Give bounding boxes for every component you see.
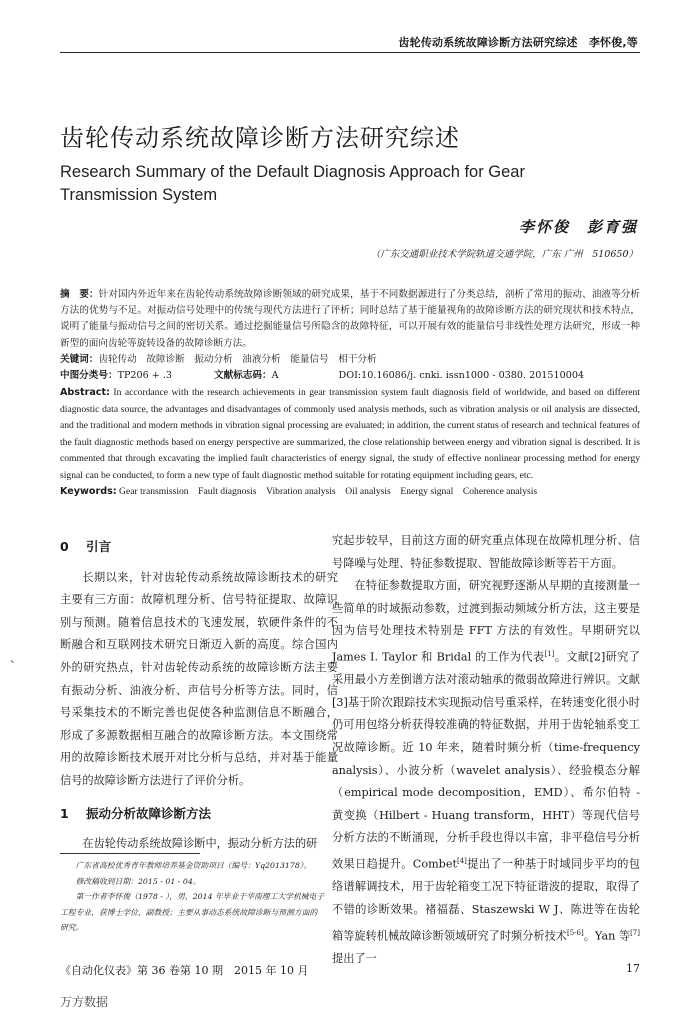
abstract-en-text: In accordance with the research achievements in gear transmission system fault diagnosis field of worldwide, and based on different diagnostic data source, the advantages and disadvantages of commonly used analysis methods, such as vibration analysis or oil analysis are dissected, and the traditional and modern methods in vibration signal processing are evaluated; in addition, the current status of research and technical features of the fault diagnostic methods based on energy perspective are summarized, the close relationship between energy and vibration signal is described. It is commented that through excavating the implied fault characteristics of energy signal, the study of effective nonlinear processing method for energy signal can be conducted, to form a new type of fault diagnostic method suitable for rotating equipment including gears, etc. (60, 387, 641, 481)
left-column (60, 530, 338, 856)
keywords-cn (60, 352, 640, 368)
margin-mark: 、 (10, 651, 23, 665)
para2-part-d: 。Yan 等 (583, 929, 631, 943)
affiliation: （广东交通职业技术学院轨道交通学院，广东 广州 510650） (370, 249, 638, 260)
intro-paragraph: 长期以来，针对齿轮传动系统故障诊断技术的研究主要有三方面：故障机理分析、信号特征提取、故障识别与预测。随着信息技术的飞速发展，软硬件条件的不断融合和互联网技术研究日渐迈入新的高度。综合国内外的研究热点，针对齿轮传动系统的故障诊断方法主要有振动分析、油液分析、声信号分析等方法。同时，信号采集技术的不断完善也促使各种监测信息不断融合，形成了多源数据相互融合的故障诊断方法。本文围绕常用的故障诊断技术展开对比分析与总结，并对基于能量信号的故障诊断方法进行了评价分析。 (60, 570, 338, 787)
doi: DOI:10.16086/j. cnki. issn1000 - 0380. 201510004 (338, 370, 585, 382)
para2-part-c: 提出了一种基于时域同步平均的包络谱解调技术，用于齿轮箱变工况下特征谐波的提取，取得了不错的诊断效果。褚福磊、Staszewski W J、陈进等在齿轮箱等旋转机械故障诊断领域研究了时频分析技术 (332, 857, 640, 943)
keywords-en-label: Keywords: (60, 486, 117, 498)
authors: 李怀俊 彭育强 (518, 218, 638, 236)
running-header: 齿轮传动系统故障诊断方法研究综述 李怀俊,等 (398, 36, 638, 49)
footnote (60, 858, 325, 936)
abstract-cn (60, 287, 640, 352)
para2-part-a: 在特征参数提取方面，研究视野逐渐从早期的直接测量一些简单的时域振动参数，过渡到振动频域分析方法，这主要是因为信号处理技术特别是 FFT 方法的有效性。早期研究以 James I. Taylor 和 Bridal 的工作为代表 (332, 579, 640, 664)
footnote-funding: 广东省高校优秀青年教师培养基金资助项目（编号：Yq2013178）。 (75, 861, 312, 870)
footer-journal-info: 《自动化仪表》第 36 卷第 10 期 2015 年 10 月 (60, 964, 309, 977)
section-0-heading (60, 536, 338, 559)
keywords-en (60, 484, 640, 500)
doc-code-label: 文献标志码： (214, 370, 272, 382)
para2-part-e: 提出了一 (332, 951, 377, 965)
right-paragraph-1: 究起步较早，目前这方面的研究重点体现在故障机理分析、信号降噪与处理、特征参数提取、智能故障诊断等若干方面。 (332, 534, 640, 570)
citation-1: [1] (544, 649, 555, 658)
section-0-title: 引言 (86, 539, 112, 554)
watermark: 万方数据 (60, 995, 109, 1009)
clc-label: 中图分类号： (60, 370, 118, 382)
right-paragraph-2 (332, 575, 640, 970)
title-english: Research Summary of the Default Diagnosis Approach for Gear Transmission System (60, 163, 525, 204)
keywords-en-text: Gear transmission Fault diagnosis Vibration analysis Oil analysis Energy signal Coherence analysis (119, 486, 538, 498)
abstract-en (60, 385, 640, 484)
section-1-number: 1 (60, 805, 69, 821)
header-rule (60, 52, 640, 53)
page-number: 17 (626, 962, 640, 975)
section-0-number: 0 (60, 539, 69, 554)
abstract-cn-text: 针对国内外近年来在齿轮传动系统故障诊断领域的研究成果，基于不同数据源进行了分类总结，剖析了常用的振动、油液等分析方法的优势与不足。对振动信号处理中的传统与现代方法进行了评析；同时总结了基于能量视角的故障诊断方法的研究现状和技术特点，说明了能量与振动信号之间的密切关系。通过挖掘能量信号所隐含的故障特征，可以开展有效的能量信号非线性处理方法研究，形成一种新型的面向齿轮等旋转设备的故障诊断方法。 (60, 289, 640, 349)
abstract-en-label: Abstract: (60, 387, 110, 399)
footnote-received: 修改稿收到日期：2015 - 01 - 04。 (75, 876, 201, 886)
section-1-title: 振动分析故障诊断方法 (86, 805, 212, 821)
classification-line (60, 368, 640, 384)
doc-code-value: A (271, 370, 279, 382)
abstract-block (60, 287, 640, 500)
para2-part-b: 。文献[2]研究了采用最小方差倒谱方法对滚动轴承的微弱故障进行辨识。文献[3]基于阶次跟踪技术实现振动信号重采样，在转速变化很小时仍可用包络分析获得较准确的特征数据，并用于齿轮轴系变工况故障诊断。近 10 年来，随着时频分析（time-frequency analysis）、小波分析（wavelet analysis）、经验模态分解（empirical mode decomposition，EMD）、希尔伯特 - 黄变换（Hilbert - Huang transform，HHT）等现代信号分析方法的不断涌现，分析手段也得以丰富，非平稳信号分析效果日趋提升。Combet (332, 650, 640, 871)
abstract-cn-label: 摘 要： (60, 289, 99, 300)
citation-7: [7] (630, 928, 640, 937)
clc-value: TP206 + .3 (117, 370, 173, 382)
citation-4: [4] (456, 857, 467, 866)
right-column (332, 530, 640, 970)
footnote-rule (60, 853, 200, 854)
keywords-cn-label: 关键词： (60, 353, 99, 365)
section-1-heading (60, 803, 338, 826)
section-1-paragraph: 在齿轮传动系统故障诊断中，振动分析方法的研 (82, 837, 318, 851)
title-chinese: 齿轮传动系统故障诊断方法研究综述 (60, 124, 460, 152)
footnote-author-bio: 第一作者李怀俊（1978 - ），男，2014 年毕业于华南理工大学机械电子工程专业，获博士学位，副教授；主要从事动态系统故障诊断与预测方面的研究。 (60, 892, 325, 932)
keywords-cn-text: 齿轮传动 故障诊断 振动分析 油液分析 能量信号 相干分析 (98, 353, 377, 365)
citation-5-6: [5-6] (567, 928, 584, 937)
